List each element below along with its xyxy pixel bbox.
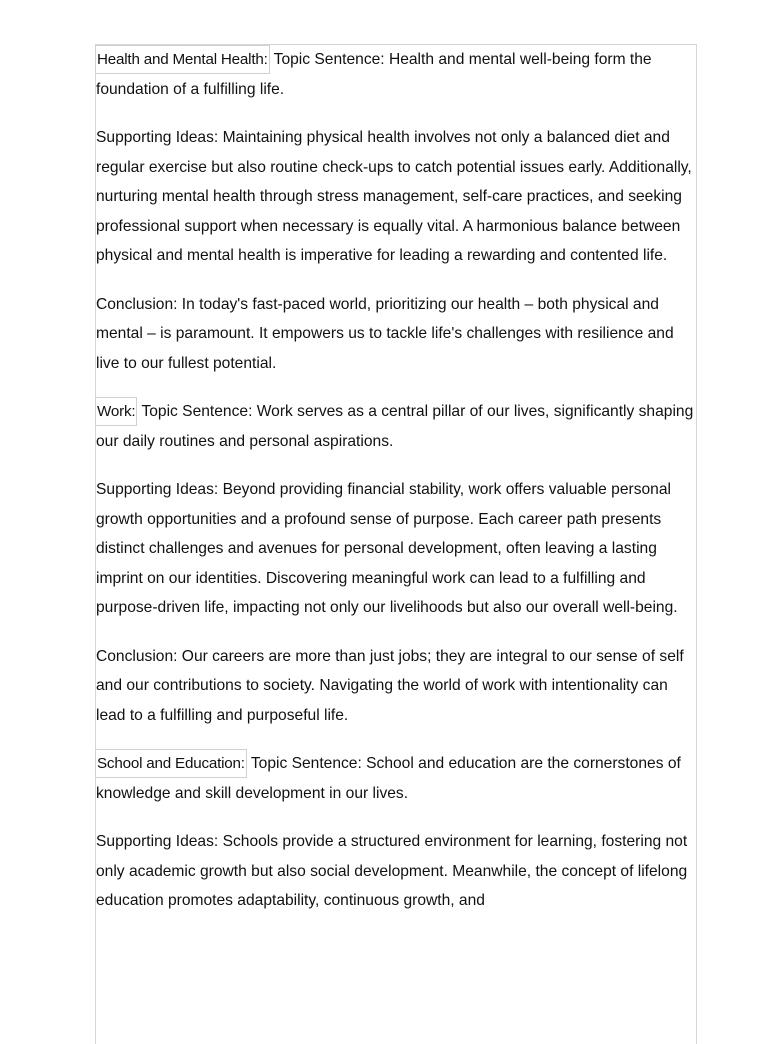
section-school-supporting: Supporting Ideas: Schools provide a structured environment for learning, fostering not only academic growth but also social development. Meanwhile, the concept of lifelong education promotes adaptability, continuous growth, and	[96, 833, 688, 909]
section-health-topic	[96, 45, 696, 104]
topic-sentence: Topic Sentence: School and education are the cornerstones of knowledge and skill development in our lives.	[96, 755, 681, 802]
section-school-topic	[96, 749, 696, 808]
section-health-conclusion: Conclusion: In today's fast-paced world, prioritizing our health – both physical and mental – is paramount. It empowers us to tackle life's challenges with resilience and live to our fullest potential.	[96, 295, 674, 372]
document-content	[96, 45, 696, 935]
section-work-topic	[96, 397, 696, 456]
section-heading-work: Work:	[95, 397, 137, 426]
section-heading-school: School and Education:	[95, 749, 247, 778]
topic-sentence: Topic Sentence: Health and mental well-being form the foundation of a fulfilling life.	[96, 51, 652, 98]
topic-sentence: Topic Sentence: Work serves as a central pillar of our lives, significantly shaping our daily routines and personal aspirations.	[96, 403, 694, 450]
section-health-supporting: Supporting Ideas: Maintaining physical health involves not only a balanced diet and regular exercise but also routine check-ups to catch potential issues early. Additionally, nurturing mental health through stress management, self-care practices, and seeking professional support when necessary is equally vital. A harmonious balance between physical and mental health is imperative for leading a rewarding and contented life.	[96, 129, 692, 264]
section-work-supporting: Supporting Ideas: Beyond providing financial stability, work offers valuable personal growth opportunities and a profound sense of purpose. Each career path presents distinct challenges and avenues for personal development, often leaving a lasting imprint on our identities. Discovering meaningful work can lead to a fulfilling and purpose-driven life, impacting not only our livelihoods but also our overall well-being.	[96, 481, 678, 616]
section-work-conclusion: Conclusion: Our careers are more than just jobs; they are integral to our sense of self and our contributions to society. Navigating the world of work with intentionality can lead to a fulfilling and purposeful life.	[96, 647, 684, 724]
section-heading-health: Health and Mental Health:	[95, 45, 270, 74]
